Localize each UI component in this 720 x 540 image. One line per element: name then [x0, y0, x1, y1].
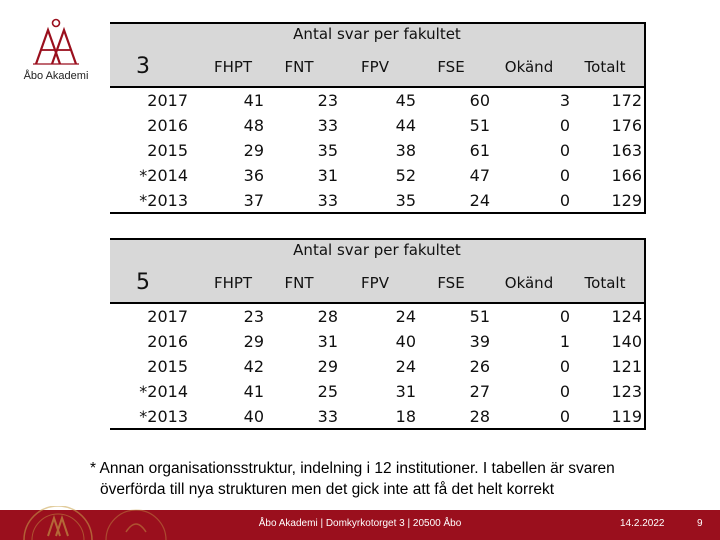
- fse-cell: 60: [469, 91, 490, 110]
- fse-cell: 28: [469, 407, 490, 426]
- footer-bar: [0, 510, 720, 540]
- column-header-fpv: FPV: [361, 274, 389, 292]
- table-title: Antal svar per fakultet: [293, 25, 461, 43]
- fhpt-cell: 41: [243, 382, 264, 401]
- fnt-cell: 31: [317, 332, 338, 351]
- year-cell: *2013: [139, 191, 188, 210]
- table-header: [110, 238, 644, 304]
- okand-cell: 0: [559, 116, 570, 135]
- fnt-cell: 35: [317, 141, 338, 160]
- fhpt-cell: 29: [243, 141, 264, 160]
- fpv-cell: 31: [395, 382, 416, 401]
- totalt-cell: 166: [611, 166, 642, 185]
- abo-akademi-emblem-icon: [30, 18, 82, 68]
- table-row: [110, 88, 644, 113]
- fse-cell: 47: [469, 166, 490, 185]
- footnote-line-2: överförda till nya strukturen men det gick inte att få det helt korrekt: [100, 481, 555, 498]
- fse-cell: 24: [469, 191, 490, 210]
- table-number: 3: [136, 54, 150, 79]
- totalt-cell: 140: [611, 332, 642, 351]
- footnote-line-1: * Annan organisationsstruktur, indelning i 12 institutioner. I tabellen är svaren: [90, 460, 615, 477]
- table-number: 5: [136, 270, 150, 295]
- footer-date: 14.2.2022: [620, 518, 665, 529]
- year-cell: 2017: [147, 307, 188, 326]
- column-header-totalt: Totalt: [584, 58, 626, 76]
- fhpt-cell: 23: [243, 307, 264, 326]
- table-body: [110, 88, 644, 214]
- fhpt-cell: 41: [243, 91, 264, 110]
- fpv-cell: 24: [395, 307, 416, 326]
- fhpt-cell: 48: [243, 116, 264, 135]
- faculty-responses-table-3: [110, 22, 646, 214]
- totalt-cell: 123: [611, 382, 642, 401]
- column-header-fse: FSE: [437, 274, 465, 292]
- column-header-fse: FSE: [437, 58, 465, 76]
- okand-cell: 0: [559, 382, 570, 401]
- totalt-cell: 129: [611, 191, 642, 210]
- totalt-cell: 172: [611, 91, 642, 110]
- faculty-responses-table-5: [110, 238, 646, 430]
- fpv-cell: 18: [395, 407, 416, 426]
- table-header: [110, 22, 644, 88]
- column-header-fpv: FPV: [361, 58, 389, 76]
- okand-cell: 0: [559, 191, 570, 210]
- column-header-totalt: Totalt: [584, 274, 626, 292]
- fse-cell: 51: [469, 307, 490, 326]
- fhpt-cell: 40: [243, 407, 264, 426]
- table-row: [110, 354, 644, 379]
- fhpt-cell: 37: [243, 191, 264, 210]
- fpv-cell: 44: [395, 116, 416, 135]
- okand-cell: 0: [559, 166, 570, 185]
- column-header-fhpt: FHPT: [213, 58, 253, 76]
- fnt-cell: 33: [317, 407, 338, 426]
- okand-cell: 0: [559, 407, 570, 426]
- fnt-cell: 33: [317, 116, 338, 135]
- fpv-cell: 38: [395, 141, 416, 160]
- year-cell: 2017: [147, 91, 188, 110]
- column-header-okand: Okänd: [504, 58, 554, 76]
- totalt-cell: 121: [611, 357, 642, 376]
- fnt-cell: 25: [317, 382, 338, 401]
- fse-cell: 61: [469, 141, 490, 160]
- fnt-cell: 29: [317, 357, 338, 376]
- fpv-cell: 35: [395, 191, 416, 210]
- year-cell: 2015: [147, 141, 188, 160]
- column-header-fnt: FNT: [284, 274, 314, 292]
- okand-cell: 0: [559, 357, 570, 376]
- totalt-cell: 124: [611, 307, 642, 326]
- footer-address: Åbo Akademi | Domkyrkotorget 3 | 20500 Åbo: [258, 518, 462, 529]
- page-number: 9: [697, 518, 703, 529]
- okand-cell: 3: [559, 91, 570, 110]
- table-row: [110, 329, 644, 354]
- fnt-cell: 23: [317, 91, 338, 110]
- year-cell: 2015: [147, 357, 188, 376]
- table-title: Antal svar per fakultet: [293, 241, 461, 259]
- table-row: [110, 113, 644, 138]
- year-cell: *2013: [139, 407, 188, 426]
- fnt-cell: 28: [317, 307, 338, 326]
- fhpt-cell: 29: [243, 332, 264, 351]
- table-row: [110, 163, 644, 188]
- table-row: [110, 188, 644, 213]
- fpv-cell: 52: [395, 166, 416, 185]
- column-header-fnt: FNT: [284, 58, 314, 76]
- table-row: [110, 379, 644, 404]
- okand-cell: 1: [559, 332, 570, 351]
- fse-cell: 26: [469, 357, 490, 376]
- okand-cell: 0: [559, 307, 570, 326]
- year-cell: 2016: [147, 116, 188, 135]
- fse-cell: 51: [469, 116, 490, 135]
- table-row: [110, 404, 644, 429]
- year-cell: *2014: [139, 382, 188, 401]
- totalt-cell: 176: [611, 116, 642, 135]
- table-row: [110, 304, 644, 329]
- fhpt-cell: 42: [243, 357, 264, 376]
- fse-cell: 39: [469, 332, 490, 351]
- year-cell: 2016: [147, 332, 188, 351]
- fhpt-cell: 36: [243, 166, 264, 185]
- fpv-cell: 45: [395, 91, 416, 110]
- fpv-cell: 40: [395, 332, 416, 351]
- fpv-cell: 24: [395, 357, 416, 376]
- totalt-cell: 119: [611, 407, 642, 426]
- fnt-cell: 33: [317, 191, 338, 210]
- table-row: [110, 138, 644, 163]
- okand-cell: 0: [559, 141, 570, 160]
- fse-cell: 27: [469, 382, 490, 401]
- column-header-okand: Okänd: [504, 274, 554, 292]
- table-body: [110, 304, 644, 430]
- fnt-cell: 31: [317, 166, 338, 185]
- abo-akademi-logo: [16, 18, 96, 88]
- logo-text: Åbo Akademi: [23, 70, 89, 82]
- year-cell: *2014: [139, 166, 188, 185]
- column-header-fhpt: FHPT: [213, 274, 253, 292]
- footnote: [90, 458, 710, 500]
- totalt-cell: 163: [611, 141, 642, 160]
